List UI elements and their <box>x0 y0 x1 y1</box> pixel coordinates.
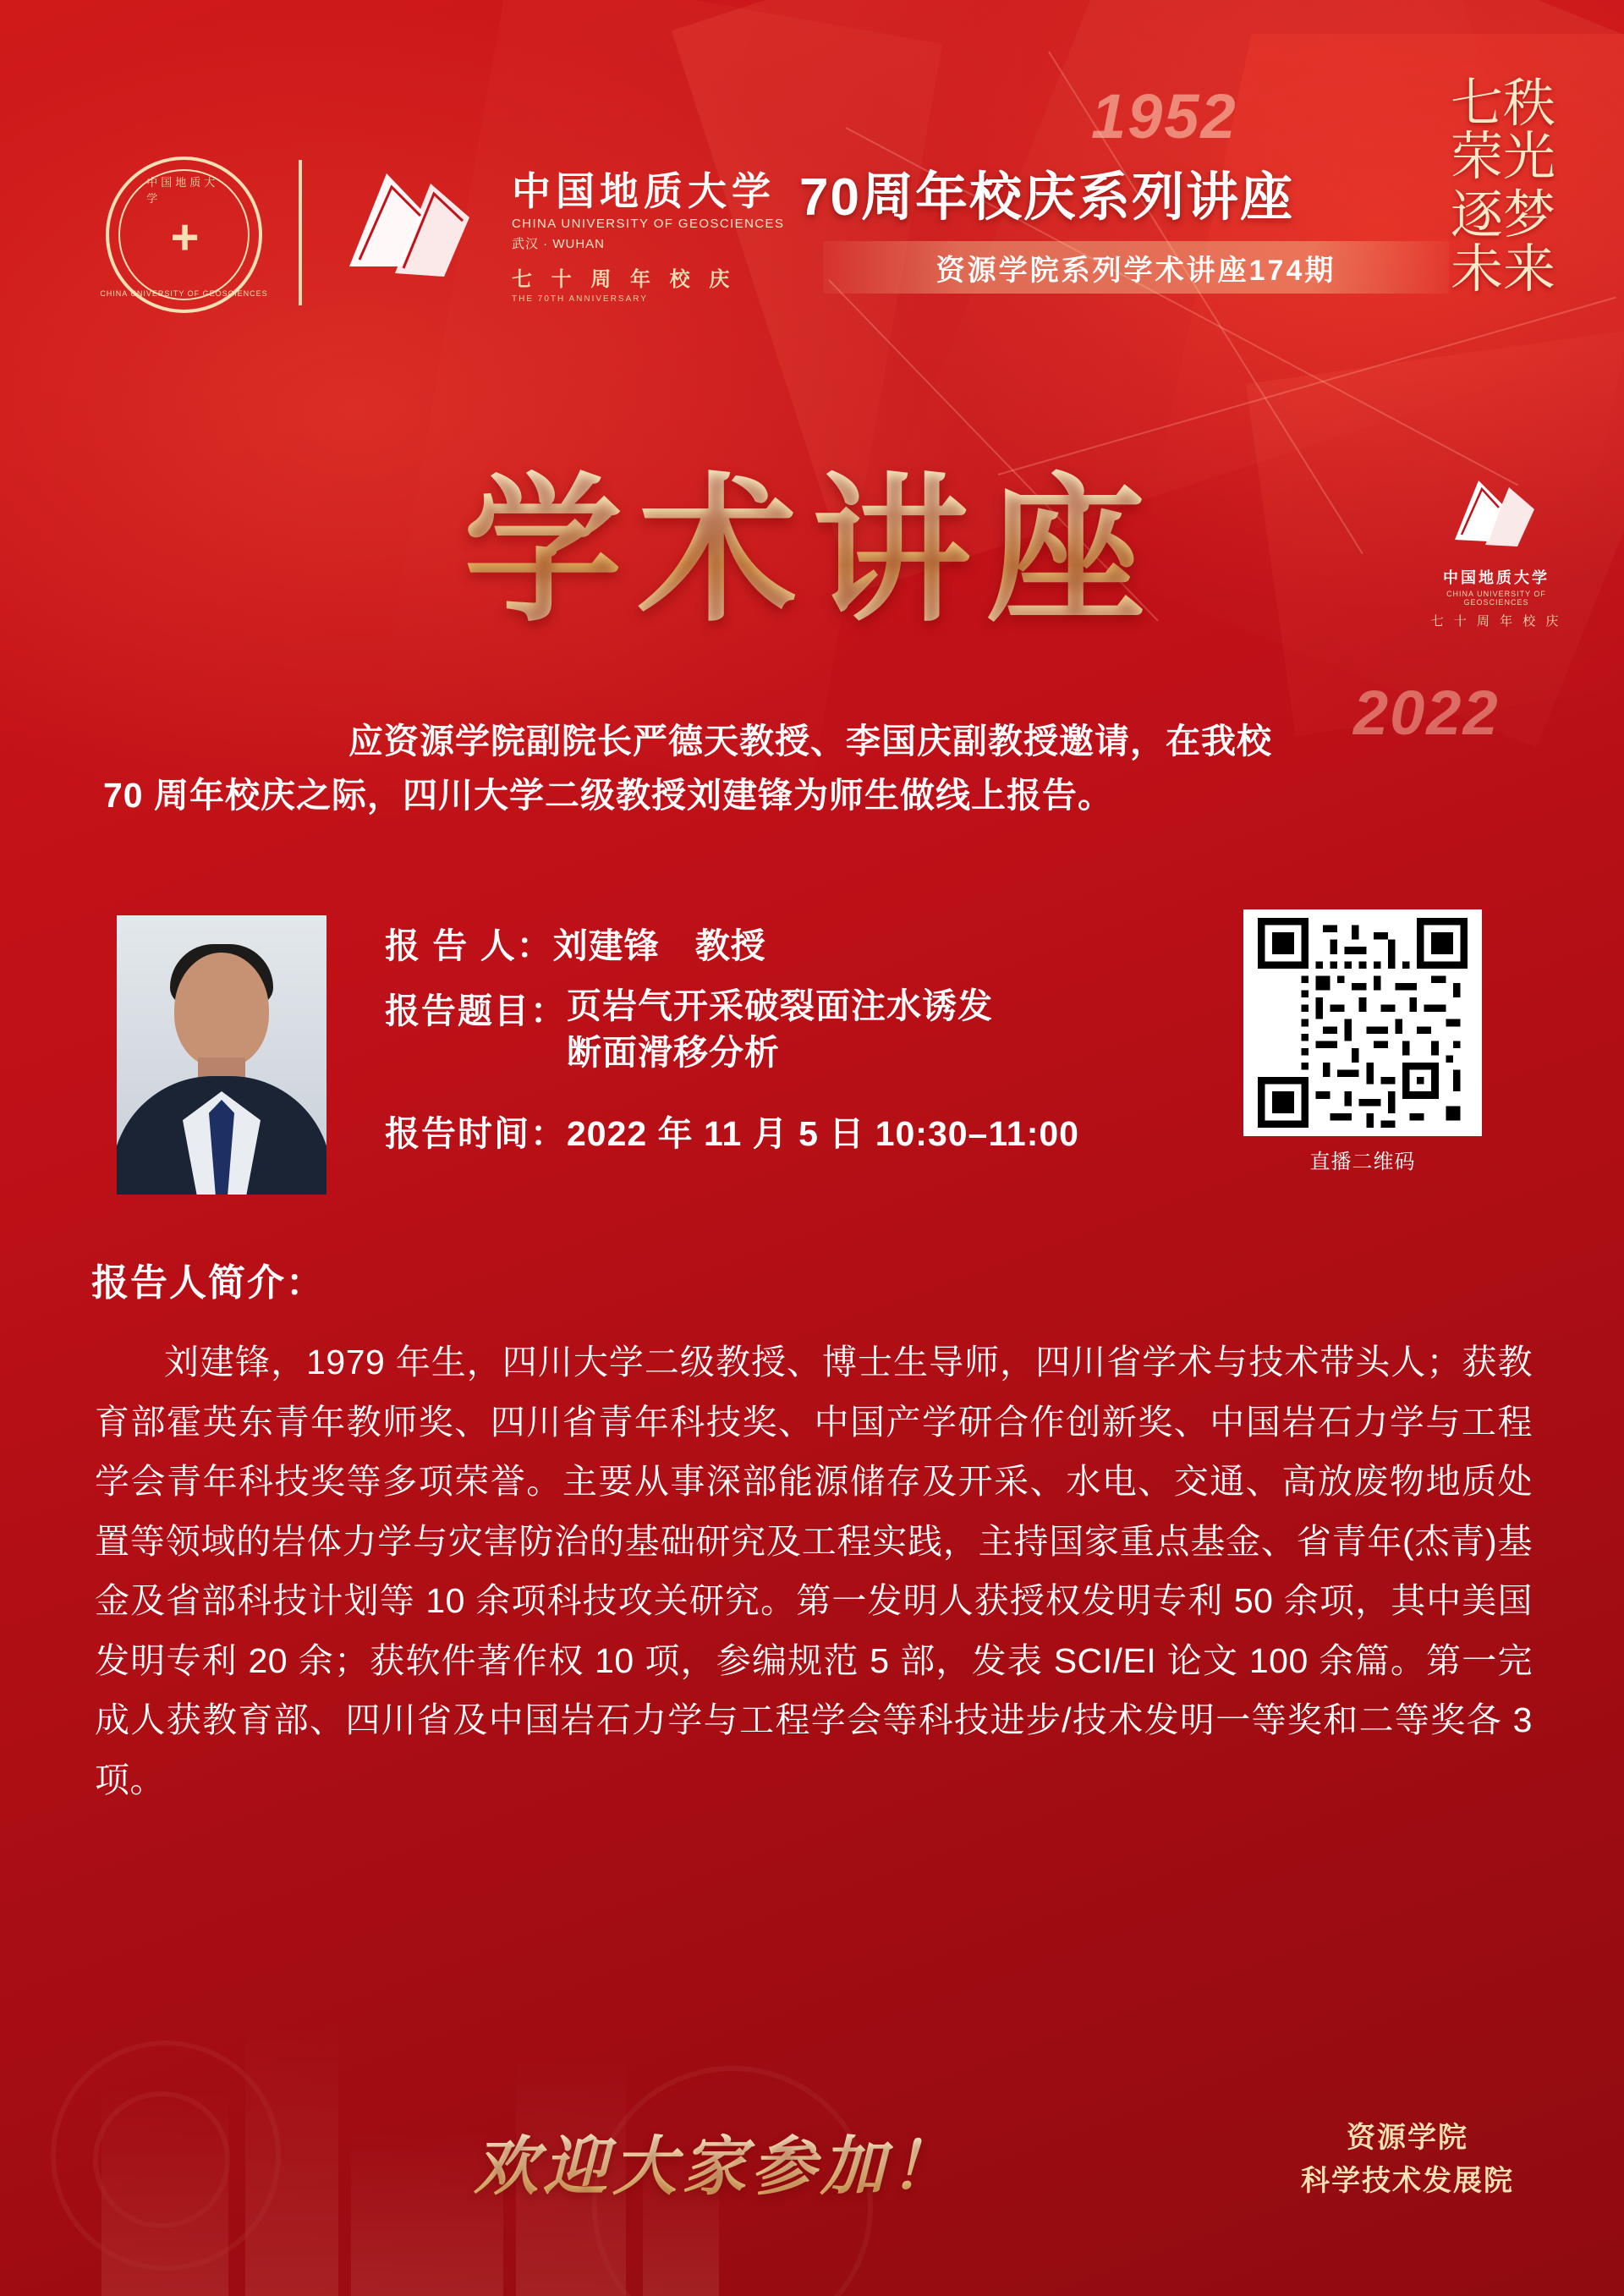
welcome-text: 欢迎大家参加！ <box>474 2115 959 2207</box>
background-facet <box>377 0 942 794</box>
bio-body <box>95 1332 1533 1810</box>
live-qr-block <box>1243 909 1482 1174</box>
speaker-info <box>385 918 1146 1171</box>
speaker-topic-line-1: 页岩气开采破裂面注水诱发 <box>567 986 993 1025</box>
calligraphy-slogan <box>1448 72 1558 299</box>
year-start: 1952 <box>1091 81 1237 151</box>
anniversary-badge-name-en: CHINA UNIVERSITY OF GEOSCIENCES <box>1446 590 1546 607</box>
organizer-line-2: 科学技术发展院 <box>1301 2165 1514 2197</box>
speaker-photo <box>117 915 326 1195</box>
page-title: 学术讲座 <box>464 423 1160 651</box>
university-seal-icon <box>100 157 268 313</box>
organizer-line-1: 资源学院 <box>1347 2122 1468 2154</box>
photo-face <box>174 953 269 1068</box>
anniversary-badge-name-cn: 中国地质大学 <box>1443 569 1550 586</box>
invitation-paragraph <box>91 715 1529 822</box>
speaker-topic-label: 报告题目： <box>385 991 567 1030</box>
seal-top-text: 中国地质大学 <box>146 176 219 205</box>
qr-code-image[interactable] <box>1243 909 1482 1136</box>
invitation-line-2: 70 周年校庆之际，四川大学二级教授刘建锋为师生做线上报告。 <box>103 775 1113 815</box>
university-name-block <box>512 169 785 304</box>
seal-center-glyph: + <box>170 210 198 266</box>
speaker-time-value: 2022 年 11 月 5 日 10:30–11:00 <box>567 1113 1079 1153</box>
speaker-time-row <box>385 1106 1146 1156</box>
university-name-cn: 中国地质大学 <box>512 169 776 213</box>
calligraphy-line-2: 逐梦未来 <box>1450 184 1555 299</box>
university-name-en: CHINA UNIVERSITY OF GEOSCIENCES <box>512 217 785 231</box>
seal-bottom-text: CHINA UNIVERSITY OF GEOSCIENCES <box>100 289 268 298</box>
header-divider <box>299 160 302 305</box>
organizer-block <box>1301 2117 1514 2203</box>
qr-caption: 直播二维码 <box>1309 1151 1416 1173</box>
university-logo-icon <box>343 165 503 305</box>
series-badge <box>823 241 1449 294</box>
anniversary-en: THE 70TH ANNIVERSARY <box>512 294 648 304</box>
speaker-topic-line-2: 断面滑移分析 <box>567 1033 780 1073</box>
calligraphy-line-1: 七秩荣光 <box>1450 72 1555 188</box>
invitation-line-1: 应资源学院副院长严德天教授、李国庆副教授邀请，在我校 <box>348 722 1272 761</box>
bio-heading: 报告人简介： <box>91 1262 325 1304</box>
bio-paragraph: 刘建锋，1979 年生，四川大学二级教授、博士生导师，四川省学术与技术带头人；获教育部霍英东青年教师奖、四川省青年科技奖、中国产学研合作创新奖、中国岩石力学与工程学会青年科技奖等多项荣誉。主要从事深部能源储存及开采、水电、交通、高放废物地质处置等领域的岩体力学与灾害防治的基础研究及工程实践，主持国家重点基金、省青年(杰青)基金及省部科技计划等 10 余项科技攻关研究。第一发明人获授权发明专利 50 余项，其中美国发明专利 20 余；获软件著作权 10 项，参编规范 5 部，发表 SCI/EI 论文 100 余篇。第一完成人获教育部、四川省及中国岩石力学与工程学会等科技进步/技术发明一等奖和二等奖各 3 项。 <box>95 1343 1533 1799</box>
main-title-block <box>0 423 1624 651</box>
speaker-time-label: 报告时间： <box>385 1113 567 1153</box>
poster-header <box>89 148 1544 326</box>
year-end: 2022 <box>1353 678 1500 748</box>
anniversary-cn: 七 十 周 年 校 庆 <box>512 268 737 291</box>
series-badge-label: 资源学院系列学术讲座174期 <box>935 254 1336 287</box>
speaker-name-row <box>385 918 1146 968</box>
speaker-name-label: 报 告 人： <box>385 926 553 965</box>
speaker-name-value: 刘建锋 教授 <box>552 926 766 965</box>
university-campus: 武汉 · WUHAN <box>512 237 605 251</box>
speaker-topic-value <box>567 983 993 1077</box>
anniversary-badge-anni: 七 十 周 年 校 庆 <box>1430 614 1562 629</box>
speaker-topic-row <box>385 983 1146 1077</box>
series-title: 70周年校庆系列讲座 <box>799 168 1294 227</box>
